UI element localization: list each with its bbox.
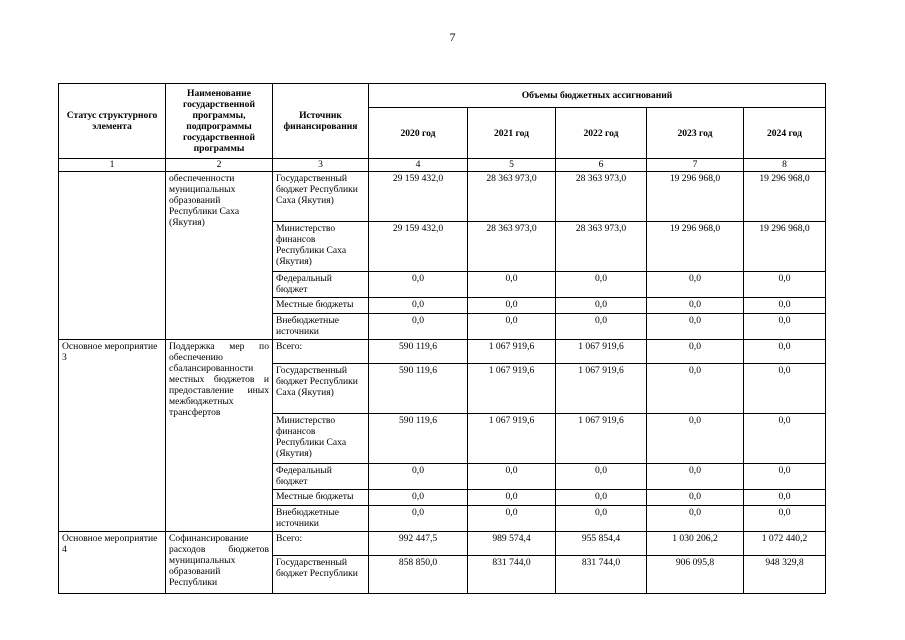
program-name-cell: обеспеченности муниципальных образований Республики Саха (Якутия) (166, 172, 273, 340)
source-cell: Внебюджетные источники (273, 314, 369, 340)
header-year-2024: 2024 год (744, 108, 826, 159)
value-cell: 1 067 919,6 (468, 364, 556, 414)
value-cell: 0,0 (744, 272, 826, 298)
value-cell: 590 119,6 (369, 340, 468, 364)
status-cell: Основное мероприятие 3 (59, 340, 166, 532)
value-cell: 0,0 (744, 414, 826, 464)
value-cell: 0,0 (647, 272, 744, 298)
value-cell: 28 363 973,0 (556, 172, 647, 222)
value-cell: 19 296 968,0 (647, 222, 744, 272)
value-cell: 0,0 (744, 364, 826, 414)
header-program-name: Наименование государственной программы, подпрограммы государственной программы (166, 84, 273, 159)
source-cell: Федеральный бюджет (273, 272, 369, 298)
source-cell: Местные бюджеты (273, 298, 369, 314)
header-funding-source: Источник финансирования (273, 84, 369, 159)
value-cell: 0,0 (369, 464, 468, 490)
value-cell: 0,0 (556, 314, 647, 340)
source-cell: Местные бюджеты (273, 490, 369, 506)
column-number: 1 (59, 159, 166, 172)
value-cell: 831 744,0 (556, 556, 647, 594)
value-cell: 906 095,8 (647, 556, 744, 594)
column-number: 6 (556, 159, 647, 172)
page-number: 7 (449, 30, 456, 44)
column-number: 8 (744, 159, 826, 172)
value-cell: 1 067 919,6 (556, 364, 647, 414)
value-cell: 989 574,4 (468, 532, 556, 556)
header-year-2020: 2020 год (369, 108, 468, 159)
status-cell: Основное мероприятие 4 (59, 532, 166, 594)
header-status: Статус структурного элемента (59, 84, 166, 159)
source-cell: Государственный бюджет Республики Саха (Якутия) (273, 172, 369, 222)
value-cell: 590 119,6 (369, 364, 468, 414)
source-cell: Всего: (273, 340, 369, 364)
source-cell: Государственный бюджет Республики (273, 556, 369, 594)
value-cell: 0,0 (556, 506, 647, 532)
header-year-2022: 2022 год (556, 108, 647, 159)
header-budget-group: Объемы бюджетных ассигнований (369, 84, 826, 108)
value-cell: 0,0 (647, 506, 744, 532)
value-cell: 1 067 919,6 (468, 414, 556, 464)
value-cell: 955 854,4 (556, 532, 647, 556)
value-cell: 28 363 973,0 (468, 172, 556, 222)
value-cell: 1 072 440,2 (744, 532, 826, 556)
value-cell: 0,0 (369, 298, 468, 314)
value-cell: 0,0 (556, 298, 647, 314)
value-cell: 0,0 (556, 490, 647, 506)
value-cell: 0,0 (556, 464, 647, 490)
value-cell: 19 296 968,0 (647, 172, 744, 222)
source-cell: Министерство финансов Республики Саха (Якутия) (273, 414, 369, 464)
value-cell: 0,0 (744, 506, 826, 532)
table-row (59, 172, 826, 222)
value-cell: 0,0 (468, 298, 556, 314)
value-cell: 0,0 (744, 490, 826, 506)
value-cell: 0,0 (468, 490, 556, 506)
source-cell: Всего: (273, 532, 369, 556)
value-cell: 0,0 (647, 490, 744, 506)
value-cell: 831 744,0 (468, 556, 556, 594)
value-cell: 0,0 (468, 314, 556, 340)
value-cell: 0,0 (744, 298, 826, 314)
value-cell: 0,0 (468, 506, 556, 532)
source-cell: Внебюджетные источники (273, 506, 369, 532)
program-name-cell: Поддержка мер по обеспечению сбалансированности местных бюджетов и предоставление иных межбюджетных трансфертов (166, 340, 273, 532)
source-cell: Министерство финансов Республики Саха (Якутия) (273, 222, 369, 272)
value-cell: 28 363 973,0 (468, 222, 556, 272)
value-cell: 29 159 432,0 (369, 172, 468, 222)
status-cell (59, 172, 166, 340)
column-number: 4 (369, 159, 468, 172)
value-cell: 0,0 (556, 272, 647, 298)
value-cell: 1 067 919,6 (468, 340, 556, 364)
value-cell: 590 119,6 (369, 414, 468, 464)
header-year-2021: 2021 год (468, 108, 556, 159)
value-cell: 0,0 (647, 364, 744, 414)
value-cell: 28 363 973,0 (556, 222, 647, 272)
column-number: 7 (647, 159, 744, 172)
value-cell: 0,0 (744, 464, 826, 490)
column-number: 2 (166, 159, 273, 172)
value-cell: 992 447,5 (369, 532, 468, 556)
value-cell: 0,0 (647, 414, 744, 464)
table-row (59, 340, 826, 364)
value-cell: 0,0 (468, 464, 556, 490)
value-cell: 0,0 (468, 272, 556, 298)
value-cell: 858 850,0 (369, 556, 468, 594)
value-cell: 29 159 432,0 (369, 222, 468, 272)
value-cell: 1 030 206,2 (647, 532, 744, 556)
source-cell: Государственный бюджет Республики Саха (Якутия) (273, 364, 369, 414)
value-cell: 0,0 (369, 490, 468, 506)
value-cell: 1 067 919,6 (556, 414, 647, 464)
value-cell: 948 329,8 (744, 556, 826, 594)
value-cell: 0,0 (647, 298, 744, 314)
column-number: 3 (273, 159, 369, 172)
column-number: 5 (468, 159, 556, 172)
value-cell: 0,0 (647, 314, 744, 340)
header-year-2023: 2023 год (647, 108, 744, 159)
source-cell: Федеральный бюджет (273, 464, 369, 490)
value-cell: 19 296 968,0 (744, 222, 826, 272)
value-cell: 0,0 (369, 272, 468, 298)
value-cell: 0,0 (369, 506, 468, 532)
value-cell: 1 067 919,6 (556, 340, 647, 364)
value-cell: 0,0 (744, 314, 826, 340)
value-cell: 0,0 (744, 340, 826, 364)
value-cell: 19 296 968,0 (744, 172, 826, 222)
value-cell: 0,0 (647, 340, 744, 364)
value-cell: 0,0 (369, 314, 468, 340)
table-row (59, 532, 826, 556)
budget-table (58, 83, 826, 594)
program-name-cell: Софинансирование расходов бюджетов муниципальных образований Республики (166, 532, 273, 594)
value-cell: 0,0 (647, 464, 744, 490)
